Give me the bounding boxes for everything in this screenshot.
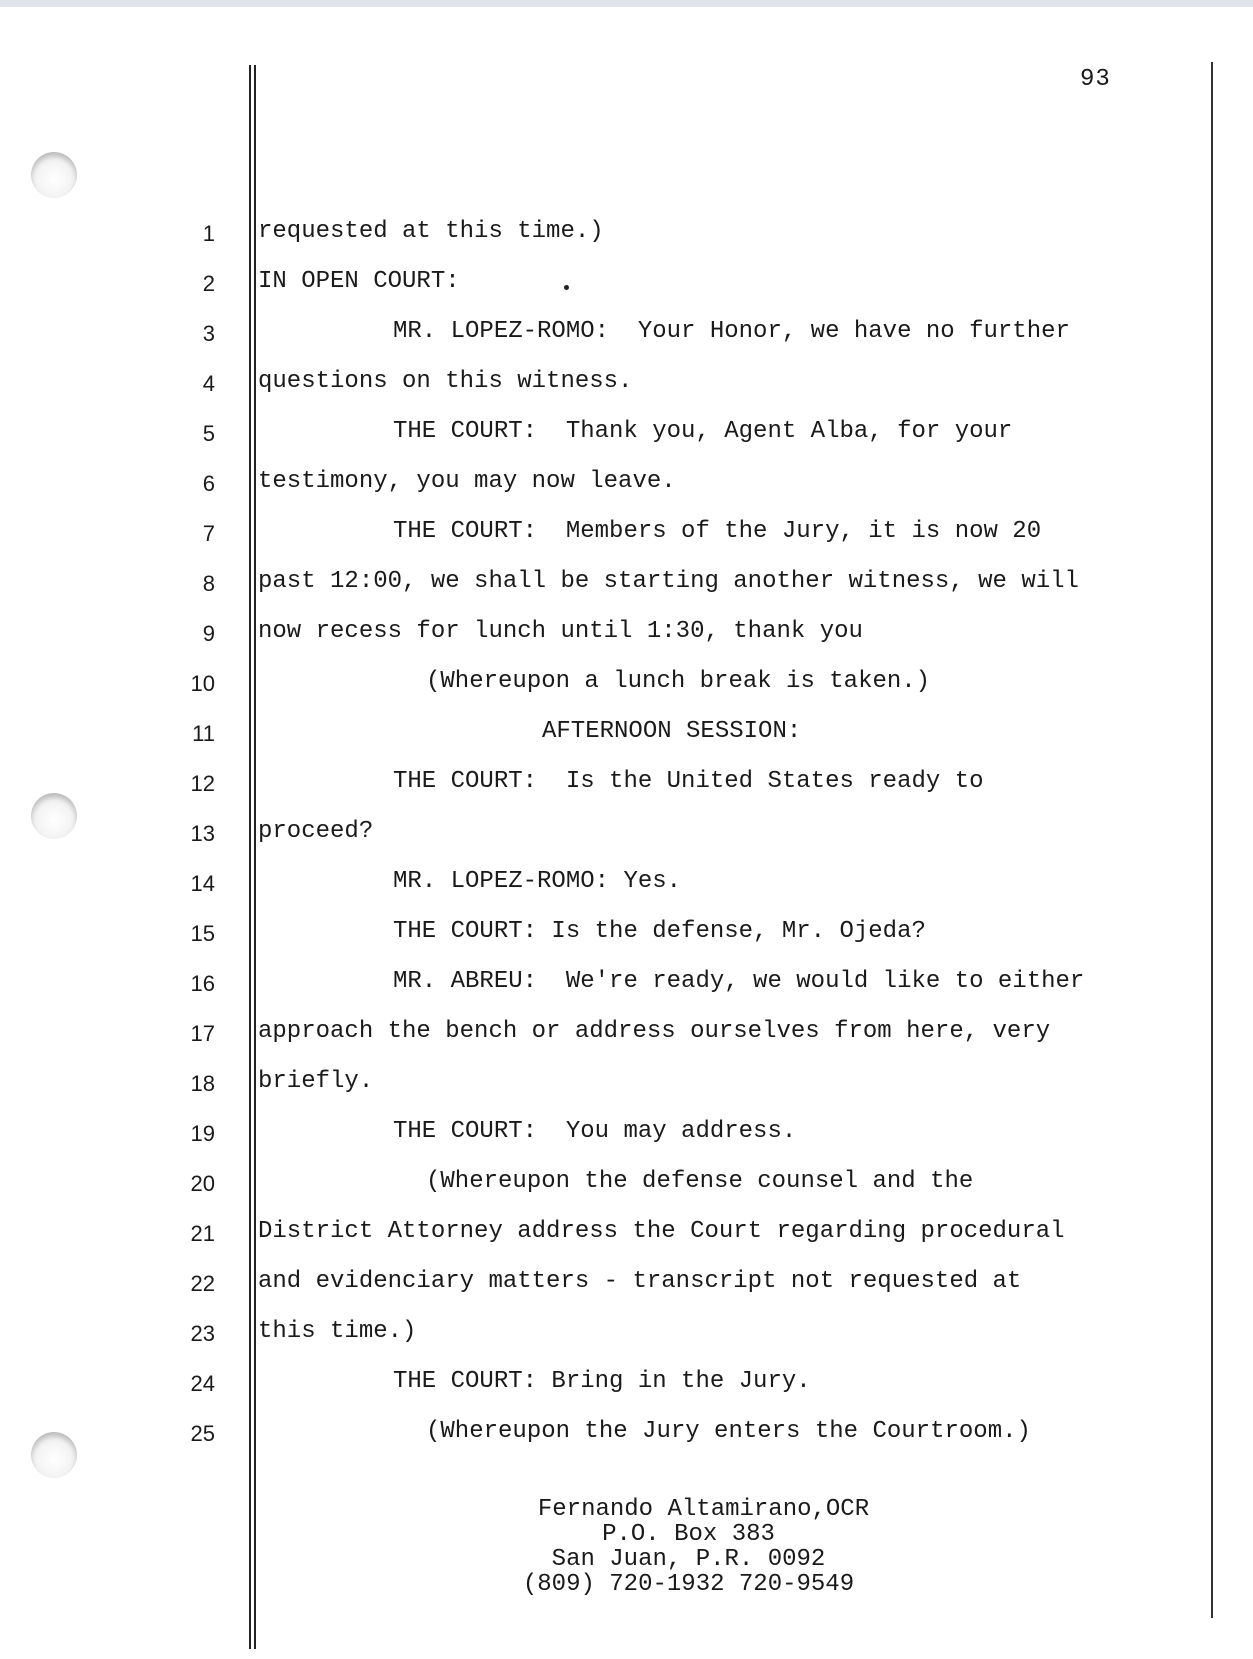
line-number: 1 (202, 221, 215, 246)
line-number: 4 (202, 371, 215, 396)
line-number: 17 (190, 1021, 215, 1046)
line-number: 21 (190, 1221, 215, 1246)
transcript-line: (Whereupon a lunch break is taken.) (426, 668, 931, 695)
page-number: 93 (1080, 66, 1111, 93)
transcript-line: this time.) (258, 1318, 417, 1345)
line-number: 6 (202, 471, 215, 496)
line-number: 20 (190, 1171, 215, 1196)
transcript-line: THE COURT: Bring in the Jury. (393, 1368, 811, 1395)
transcript-line: THE COURT: You may address. (393, 1118, 797, 1145)
transcript-line: briefly. (258, 1068, 374, 1095)
transcript-line: (Whereupon the defense counsel and the (426, 1168, 974, 1195)
punch-hole-bottom (31, 1432, 77, 1478)
line-number: 8 (202, 571, 215, 596)
transcript-line: THE COURT: Is the United States ready to (393, 768, 984, 795)
left-margin-rule-inner (254, 65, 256, 1649)
transcript-line: IN OPEN COURT: (258, 268, 460, 295)
transcript-line: requested at this time.) (258, 218, 604, 245)
line-number: 15 (190, 921, 215, 946)
line-number: 9 (202, 621, 215, 646)
line-number: 19 (190, 1121, 215, 1146)
right-margin-rule (1211, 62, 1213, 1618)
reporter-po-box: P.O. Box 383 (602, 1521, 775, 1548)
transcript-line: and evidenciary matters - transcript not requested at (258, 1268, 1022, 1295)
line-number: 24 (190, 1371, 215, 1396)
line-number: 7 (202, 521, 215, 546)
transcript-line: (Whereupon the Jury enters the Courtroom.) (426, 1418, 1031, 1445)
transcript-line: MR. LOPEZ-ROMO: Yes. (393, 868, 682, 895)
line-number: 22 (190, 1271, 215, 1296)
line-number: 23 (190, 1321, 215, 1346)
transcript-line: testimony, you may now leave. (258, 468, 676, 495)
transcript-line: MR. LOPEZ-ROMO: Your Honor, we have no further (393, 318, 1070, 345)
transcript-line: approach the bench or address ourselves from here, very (258, 1018, 1051, 1045)
line-number: 12 (190, 771, 215, 796)
reporter-phones: (809) 720-1932 720-9549 (522, 1571, 855, 1598)
transcript-line: past 12:00, we shall be starting another witness, we will (258, 568, 1079, 595)
line-number: 10 (190, 671, 215, 696)
transcript-line: MR. ABREU: We're ready, we would like to either (393, 968, 1085, 995)
transcript-line: THE COURT: Thank you, Agent Alba, for your (393, 418, 1013, 445)
transcript-line: questions on this witness. (258, 368, 633, 395)
punch-hole-middle (31, 793, 77, 839)
line-number: 3 (202, 321, 215, 346)
line-number: 25 (190, 1421, 215, 1446)
reporter-city: San Juan, P.R. 0092 (551, 1546, 826, 1573)
stray-mark (564, 285, 569, 290)
scan-top-edge (0, 0, 1253, 7)
line-number: 5 (202, 421, 215, 446)
line-number: 16 (190, 971, 215, 996)
transcript-line: District Attorney address the Court regarding procedural (258, 1218, 1065, 1245)
line-number: 18 (190, 1071, 215, 1096)
reporter-name: Fernando Altamirano,OCR (537, 1496, 870, 1523)
punch-hole-top (31, 152, 77, 198)
left-margin-rule-outer (249, 65, 251, 1649)
transcript-line: now recess for lunch until 1:30, thank you (258, 618, 863, 645)
transcript-line: THE COURT: Members of the Jury, it is now 20 (393, 518, 1042, 545)
line-number: 11 (192, 721, 215, 746)
line-number: 2 (202, 271, 215, 296)
line-number: 13 (190, 821, 215, 846)
line-number: 14 (190, 871, 215, 896)
transcript-line: AFTERNOON SESSION: (542, 718, 802, 745)
transcript-line: proceed? (258, 818, 374, 845)
transcript-line: THE COURT: Is the defense, Mr. Ojeda? (393, 918, 926, 945)
